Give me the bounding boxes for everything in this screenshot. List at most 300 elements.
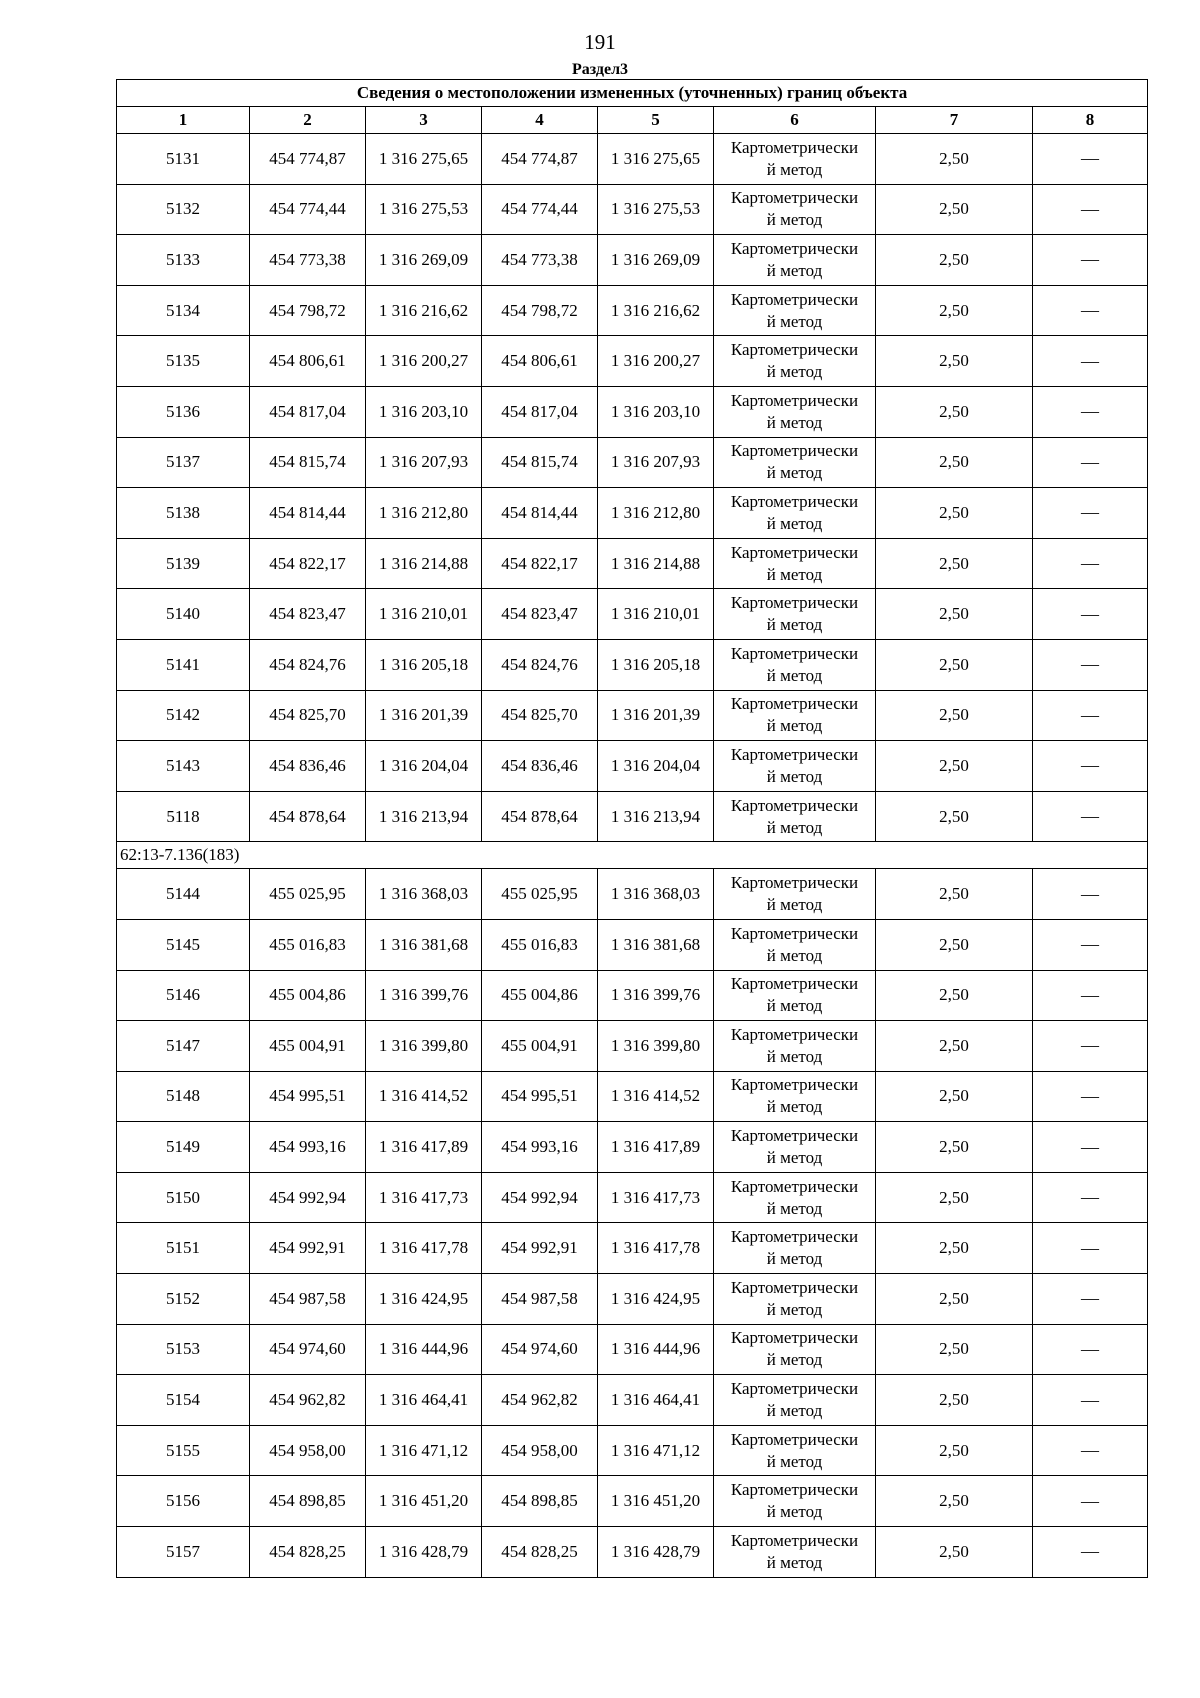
coord-y-existing: 1 316 417,78: [366, 1223, 482, 1274]
method-text-line2: й метод: [766, 1451, 823, 1471]
empty-mark: —: [1033, 1172, 1148, 1223]
empty-mark: —: [1033, 488, 1148, 539]
empty-mark: —: [1033, 1375, 1148, 1426]
coord-y-existing: 1 316 213,94: [366, 791, 482, 842]
table-body: [117, 134, 1148, 1578]
coord-x-existing: 454 992,91: [250, 1223, 366, 1274]
coord-x-new: 455 004,91: [482, 1021, 598, 1072]
table-caption: Сведения о местоположении измененных (уточненных) границ объекта: [117, 80, 1148, 107]
coord-x-existing: 454 773,38: [250, 235, 366, 286]
method-cell: [714, 589, 876, 640]
precision-value: 2,50: [876, 869, 1033, 920]
coord-x-existing: 454 825,70: [250, 690, 366, 741]
coord-x-new: 454 774,44: [482, 184, 598, 235]
coord-y-existing: 1 316 381,68: [366, 919, 482, 970]
precision-value: 2,50: [876, 1527, 1033, 1578]
precision-value: 2,50: [876, 1021, 1033, 1072]
coord-x-new: 454 836,46: [482, 741, 598, 792]
column-header-row: [117, 107, 1148, 134]
precision-value: 2,50: [876, 1274, 1033, 1325]
empty-mark: —: [1033, 235, 1148, 286]
precision-value: 2,50: [876, 1375, 1033, 1426]
coord-x-new: 454 817,04: [482, 386, 598, 437]
precision-value: 2,50: [876, 1425, 1033, 1476]
coord-y-new: 1 316 444,96: [598, 1324, 714, 1375]
point-number: 5118: [117, 791, 250, 842]
precision-value: 2,50: [876, 184, 1033, 235]
coord-x-new: 454 992,94: [482, 1172, 598, 1223]
method-text-line1: Картометрически: [730, 542, 859, 562]
coord-x-new: 455 004,86: [482, 970, 598, 1021]
precision-value: 2,50: [876, 1476, 1033, 1527]
table-row: [117, 285, 1148, 336]
table-row: [117, 1527, 1148, 1578]
coord-x-existing: 454 962,82: [250, 1375, 366, 1426]
coord-y-new: 1 316 417,89: [598, 1122, 714, 1173]
coord-y-existing: 1 316 203,10: [366, 386, 482, 437]
method-cell: [714, 235, 876, 286]
coord-y-new: 1 316 207,93: [598, 437, 714, 488]
coord-x-existing: 455 016,83: [250, 919, 366, 970]
method-text-line1: Картометрически: [730, 1126, 859, 1146]
table-row: [117, 437, 1148, 488]
method-text-line1: Картометрически: [730, 1379, 859, 1399]
method-text-line1: Картометрически: [730, 873, 859, 893]
table-row: [117, 1476, 1148, 1527]
coord-x-existing: 454 806,61: [250, 336, 366, 387]
method-cell: [714, 134, 876, 185]
point-number: 5140: [117, 589, 250, 640]
method-cell: [714, 386, 876, 437]
method-text-line2: й метод: [766, 1502, 823, 1522]
method-text-line1: Картометрически: [730, 923, 859, 943]
coord-y-new: 1 316 213,94: [598, 791, 714, 842]
coord-y-existing: 1 316 414,52: [366, 1071, 482, 1122]
method-cell: [714, 791, 876, 842]
coord-x-existing: 454 774,87: [250, 134, 366, 185]
empty-mark: —: [1033, 1527, 1148, 1578]
method-text-line2: й метод: [766, 996, 823, 1016]
coord-x-existing: 454 992,94: [250, 1172, 366, 1223]
method-text-line1: Картометрически: [730, 1176, 859, 1196]
column-header: 5: [598, 107, 714, 134]
method-text-line1: Картометрически: [730, 643, 859, 663]
coord-x-existing: 454 828,25: [250, 1527, 366, 1578]
coord-y-new: 1 316 414,52: [598, 1071, 714, 1122]
table-row: [117, 184, 1148, 235]
empty-mark: —: [1033, 1324, 1148, 1375]
method-cell: [714, 869, 876, 920]
coord-x-existing: 454 815,74: [250, 437, 366, 488]
method-text-line2: й метод: [766, 766, 823, 786]
section-title: Раздел3: [571, 61, 629, 78]
table-row: [117, 690, 1148, 741]
coord-x-existing: 454 836,46: [250, 741, 366, 792]
method-text-line2: й метод: [766, 895, 823, 915]
precision-value: 2,50: [876, 970, 1033, 1021]
method-text-line2: й метод: [766, 210, 823, 230]
coord-y-existing: 1 316 201,39: [366, 690, 482, 741]
point-number: 5152: [117, 1274, 250, 1325]
method-text-line2: й метод: [766, 1148, 823, 1168]
coord-x-new: 454 822,17: [482, 538, 598, 589]
empty-mark: —: [1033, 1122, 1148, 1173]
point-number: 5142: [117, 690, 250, 741]
coord-y-new: 1 316 417,73: [598, 1172, 714, 1223]
method-text-line2: й метод: [766, 1552, 823, 1572]
empty-mark: —: [1033, 639, 1148, 690]
coord-x-new: 454 995,51: [482, 1071, 598, 1122]
empty-mark: —: [1033, 1071, 1148, 1122]
method-text-line1: Картометрически: [730, 694, 859, 714]
coord-x-existing: 454 824,76: [250, 639, 366, 690]
point-number: 5136: [117, 386, 250, 437]
method-cell: [714, 639, 876, 690]
method-text-line2: й метод: [766, 1299, 823, 1319]
method-text-line2: й метод: [766, 716, 823, 736]
table-row: [117, 639, 1148, 690]
coord-x-existing: 454 993,16: [250, 1122, 366, 1173]
coord-y-new: 1 316 399,80: [598, 1021, 714, 1072]
empty-mark: —: [1033, 970, 1148, 1021]
table-row: [117, 919, 1148, 970]
method-cell: [714, 1527, 876, 1578]
method-cell: [714, 1172, 876, 1223]
point-number: 5149: [117, 1122, 250, 1173]
coord-y-new: 1 316 417,78: [598, 1223, 714, 1274]
column-header: 1: [117, 107, 250, 134]
coord-y-existing: 1 316 417,89: [366, 1122, 482, 1173]
coord-y-existing: 1 316 207,93: [366, 437, 482, 488]
point-number: 5155: [117, 1425, 250, 1476]
coord-x-existing: 454 774,44: [250, 184, 366, 235]
method-text-line1: Картометрически: [730, 1075, 859, 1095]
precision-value: 2,50: [876, 690, 1033, 741]
method-cell: [714, 336, 876, 387]
empty-mark: —: [1033, 1274, 1148, 1325]
method-text-line1: Картометрически: [730, 1277, 859, 1297]
coord-y-new: 1 316 200,27: [598, 336, 714, 387]
column-header: 6: [714, 107, 876, 134]
coord-x-new: 455 025,95: [482, 869, 598, 920]
coord-y-existing: 1 316 399,80: [366, 1021, 482, 1072]
coord-y-new: 1 316 269,09: [598, 235, 714, 286]
method-cell: [714, 970, 876, 1021]
coordinates-table: [116, 79, 1148, 1578]
method-cell: [714, 1021, 876, 1072]
coord-y-existing: 1 316 214,88: [366, 538, 482, 589]
coord-y-existing: 1 316 269,09: [366, 235, 482, 286]
point-number: 5137: [117, 437, 250, 488]
table-row: [117, 970, 1148, 1021]
coord-y-new: 1 316 428,79: [598, 1527, 714, 1578]
method-text-line2: й метод: [766, 564, 823, 584]
point-number: 5138: [117, 488, 250, 539]
point-number: 5139: [117, 538, 250, 589]
coord-y-new: 1 316 471,12: [598, 1425, 714, 1476]
coord-y-new: 1 316 204,04: [598, 741, 714, 792]
method-cell: [714, 741, 876, 792]
table-row: [117, 741, 1148, 792]
method-text-line1: Картометрически: [730, 1429, 859, 1449]
point-number: 5133: [117, 235, 250, 286]
table-row: [117, 488, 1148, 539]
coord-x-existing: 454 958,00: [250, 1425, 366, 1476]
coord-x-existing: 454 898,85: [250, 1476, 366, 1527]
coord-x-new: 454 828,25: [482, 1527, 598, 1578]
method-text-line1: Картометрически: [730, 188, 859, 208]
method-text-line2: й метод: [766, 159, 823, 179]
method-cell: [714, 184, 876, 235]
coord-x-existing: 454 822,17: [250, 538, 366, 589]
empty-mark: —: [1033, 386, 1148, 437]
coord-y-existing: 1 316 451,20: [366, 1476, 482, 1527]
coord-x-new: 454 974,60: [482, 1324, 598, 1375]
method-cell: [714, 1071, 876, 1122]
method-text-line1: Картометрически: [730, 340, 859, 360]
coord-x-existing: 454 798,72: [250, 285, 366, 336]
coord-y-existing: 1 316 464,41: [366, 1375, 482, 1426]
table-row: [117, 386, 1148, 437]
method-text-line1: Картометрически: [730, 238, 859, 258]
method-text-line2: й метод: [766, 311, 823, 331]
table-row: [117, 134, 1148, 185]
coord-y-existing: 1 316 216,62: [366, 285, 482, 336]
method-cell: [714, 1375, 876, 1426]
point-number: 5135: [117, 336, 250, 387]
empty-mark: —: [1033, 589, 1148, 640]
coord-y-new: 1 316 381,68: [598, 919, 714, 970]
precision-value: 2,50: [876, 791, 1033, 842]
point-number: 5134: [117, 285, 250, 336]
method-cell: [714, 690, 876, 741]
coord-y-existing: 1 316 424,95: [366, 1274, 482, 1325]
empty-mark: —: [1033, 1425, 1148, 1476]
point-number: 5153: [117, 1324, 250, 1375]
coord-x-existing: 455 004,86: [250, 970, 366, 1021]
point-number: 5147: [117, 1021, 250, 1072]
precision-value: 2,50: [876, 386, 1033, 437]
coord-x-new: 454 898,85: [482, 1476, 598, 1527]
coord-x-new: 454 992,91: [482, 1223, 598, 1274]
empty-mark: —: [1033, 336, 1148, 387]
point-number: 5132: [117, 184, 250, 235]
column-header: 2: [250, 107, 366, 134]
method-text-line1: Картометрически: [730, 795, 859, 815]
method-text-line1: Картометрически: [730, 1530, 859, 1550]
method-text-line2: й метод: [766, 1350, 823, 1370]
coord-y-new: 1 316 368,03: [598, 869, 714, 920]
point-number: 5156: [117, 1476, 250, 1527]
empty-mark: —: [1033, 538, 1148, 589]
coord-y-new: 1 316 275,65: [598, 134, 714, 185]
coord-y-existing: 1 316 471,12: [366, 1425, 482, 1476]
coord-x-existing: 454 817,04: [250, 386, 366, 437]
coord-x-new: 454 824,76: [482, 639, 598, 690]
method-text-line2: й метод: [766, 665, 823, 685]
coord-y-existing: 1 316 205,18: [366, 639, 482, 690]
table-row: [117, 1122, 1148, 1173]
precision-value: 2,50: [876, 919, 1033, 970]
point-number: 5154: [117, 1375, 250, 1426]
method-text-line2: й метод: [766, 412, 823, 432]
method-text-line1: Картометрически: [730, 1024, 859, 1044]
coord-x-existing: 455 025,95: [250, 869, 366, 920]
coord-y-existing: 1 316 428,79: [366, 1527, 482, 1578]
point-number: 5131: [117, 134, 250, 185]
column-header: 8: [1033, 107, 1148, 134]
coord-x-new: 454 773,38: [482, 235, 598, 286]
empty-mark: —: [1033, 1476, 1148, 1527]
method-text-line1: Картометрически: [730, 974, 859, 994]
coord-x-existing: 454 823,47: [250, 589, 366, 640]
method-cell: [714, 285, 876, 336]
method-text-line1: Картометрически: [730, 289, 859, 309]
precision-value: 2,50: [876, 285, 1033, 336]
coord-y-new: 1 316 275,53: [598, 184, 714, 235]
method-text-line2: й метод: [766, 817, 823, 837]
coord-y-existing: 1 316 399,76: [366, 970, 482, 1021]
table-row: [117, 1172, 1148, 1223]
precision-value: 2,50: [876, 741, 1033, 792]
method-text-line1: Картометрически: [730, 1227, 859, 1247]
empty-mark: —: [1033, 791, 1148, 842]
column-header: 4: [482, 107, 598, 134]
coord-y-existing: 1 316 368,03: [366, 869, 482, 920]
coord-x-new: 454 825,70: [482, 690, 598, 741]
coord-x-new: 454 798,72: [482, 285, 598, 336]
method-cell: [714, 488, 876, 539]
precision-value: 2,50: [876, 1071, 1033, 1122]
empty-mark: —: [1033, 1021, 1148, 1072]
method-text-line1: Картометрически: [730, 593, 859, 613]
empty-mark: —: [1033, 741, 1148, 792]
coord-y-existing: 1 316 200,27: [366, 336, 482, 387]
empty-mark: —: [1033, 690, 1148, 741]
method-text-line2: й метод: [766, 1249, 823, 1269]
coord-y-new: 1 316 205,18: [598, 639, 714, 690]
coord-y-new: 1 316 214,88: [598, 538, 714, 589]
coord-x-existing: 454 995,51: [250, 1071, 366, 1122]
coord-y-existing: 1 316 417,73: [366, 1172, 482, 1223]
coord-y-new: 1 316 203,10: [598, 386, 714, 437]
coord-x-new: 454 774,87: [482, 134, 598, 185]
precision-value: 2,50: [876, 639, 1033, 690]
point-number: 5150: [117, 1172, 250, 1223]
method-cell: [714, 919, 876, 970]
method-cell: [714, 1223, 876, 1274]
coord-y-new: 1 316 216,62: [598, 285, 714, 336]
table-row: [117, 791, 1148, 842]
table-row: [117, 589, 1148, 640]
column-header: 7: [876, 107, 1033, 134]
table-caption-row: [117, 80, 1148, 107]
precision-value: 2,50: [876, 235, 1033, 286]
group-row: [117, 842, 1148, 869]
method-text-line1: Картометрически: [730, 441, 859, 461]
group-label: 62:13-7.136(183): [117, 842, 1148, 869]
empty-mark: —: [1033, 184, 1148, 235]
empty-mark: —: [1033, 919, 1148, 970]
coord-y-new: 1 316 451,20: [598, 1476, 714, 1527]
method-text-line2: й метод: [766, 945, 823, 965]
table-row: [117, 1324, 1148, 1375]
coord-y-new: 1 316 424,95: [598, 1274, 714, 1325]
precision-value: 2,50: [876, 134, 1033, 185]
method-cell: [714, 538, 876, 589]
empty-mark: —: [1033, 285, 1148, 336]
coord-y-new: 1 316 399,76: [598, 970, 714, 1021]
precision-value: 2,50: [876, 1122, 1033, 1173]
precision-value: 2,50: [876, 336, 1033, 387]
empty-mark: —: [1033, 1223, 1148, 1274]
method-cell: [714, 437, 876, 488]
empty-mark: —: [1033, 134, 1148, 185]
method-text-line2: й метод: [766, 1046, 823, 1066]
precision-value: 2,50: [876, 488, 1033, 539]
table-row: [117, 1021, 1148, 1072]
table-row: [117, 869, 1148, 920]
table-row: [117, 1223, 1148, 1274]
table-row: [117, 1274, 1148, 1325]
coord-x-new: 454 806,61: [482, 336, 598, 387]
method-cell: [714, 1476, 876, 1527]
precision-value: 2,50: [876, 538, 1033, 589]
method-cell: [714, 1274, 876, 1325]
point-number: 5143: [117, 741, 250, 792]
precision-value: 2,50: [876, 1172, 1033, 1223]
coord-y-existing: 1 316 275,65: [366, 134, 482, 185]
coord-x-new: 454 987,58: [482, 1274, 598, 1325]
empty-mark: —: [1033, 437, 1148, 488]
table-row: [117, 1425, 1148, 1476]
method-text-line1: Картометрически: [730, 137, 859, 157]
precision-value: 2,50: [876, 1223, 1033, 1274]
coord-y-new: 1 316 210,01: [598, 589, 714, 640]
point-number: 5141: [117, 639, 250, 690]
coord-x-existing: 454 878,64: [250, 791, 366, 842]
coord-y-existing: 1 316 204,04: [366, 741, 482, 792]
column-header: 3: [366, 107, 482, 134]
method-text-line2: й метод: [766, 615, 823, 635]
table-row: [117, 1375, 1148, 1426]
coord-x-new: 454 993,16: [482, 1122, 598, 1173]
method-text-line2: й метод: [766, 463, 823, 483]
method-text-line2: й метод: [766, 1198, 823, 1218]
point-number: 5146: [117, 970, 250, 1021]
point-number: 5151: [117, 1223, 250, 1274]
coord-x-new: 454 814,44: [482, 488, 598, 539]
precision-value: 2,50: [876, 589, 1033, 640]
coord-x-new: 454 958,00: [482, 1425, 598, 1476]
coord-x-new: 454 815,74: [482, 437, 598, 488]
method-cell: [714, 1425, 876, 1476]
coord-x-existing: 454 987,58: [250, 1274, 366, 1325]
coord-x-new: 454 878,64: [482, 791, 598, 842]
method-text-line1: Картометрически: [730, 491, 859, 511]
coord-y-existing: 1 316 444,96: [366, 1324, 482, 1375]
empty-mark: —: [1033, 869, 1148, 920]
coord-y-new: 1 316 464,41: [598, 1375, 714, 1426]
coord-y-existing: 1 316 212,80: [366, 488, 482, 539]
precision-value: 2,50: [876, 437, 1033, 488]
table-row: [117, 336, 1148, 387]
method-text-line2: й метод: [766, 513, 823, 533]
page-number: 191: [584, 30, 616, 54]
method-text-line2: й метод: [766, 362, 823, 382]
method-text-line1: Картометрически: [730, 1480, 859, 1500]
coord-x-new: 454 823,47: [482, 589, 598, 640]
